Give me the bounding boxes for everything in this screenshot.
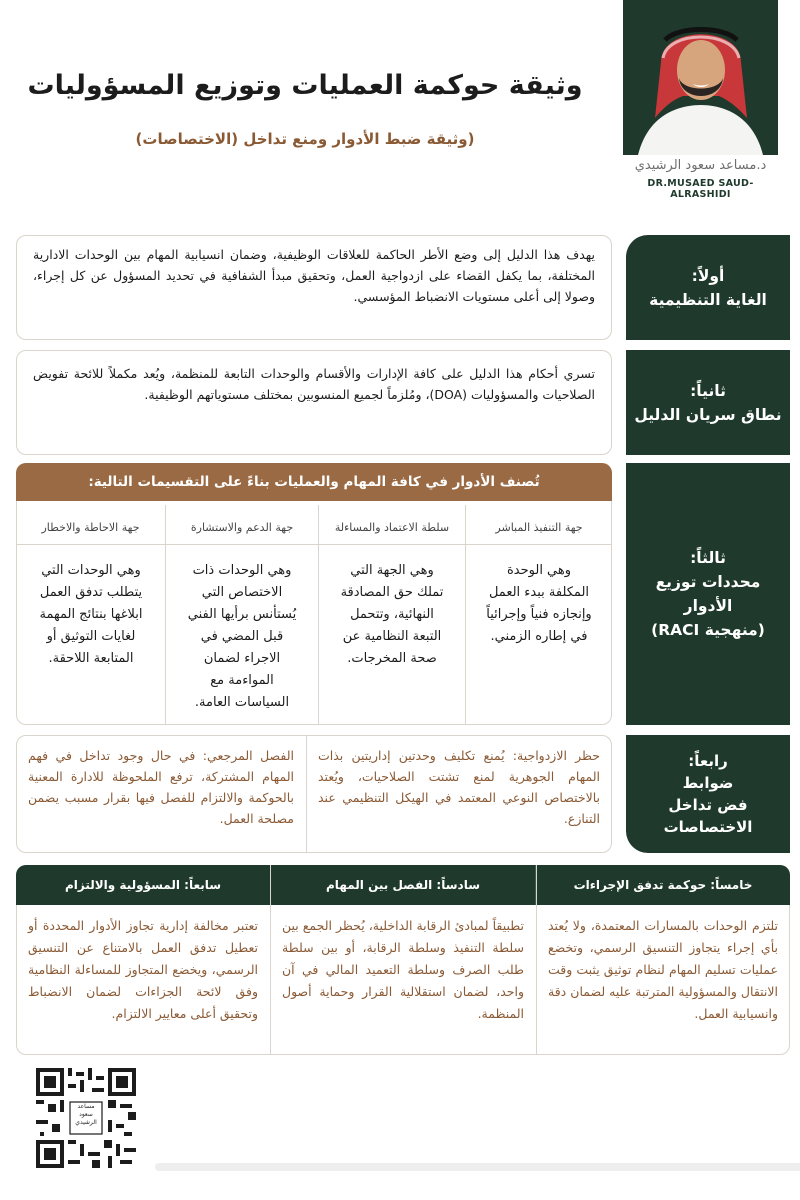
section-scope-title: نطاق سريان الدليل xyxy=(634,405,782,424)
section-purpose-title: الغاية التنظيمية xyxy=(649,290,767,309)
raci-header-accountable: سلطة الاعتماد والمساءلة xyxy=(319,510,465,545)
section-scope-label xyxy=(626,350,790,455)
controls-title-line1: ضوابط xyxy=(682,774,734,792)
author-name-arabic: د.مساعد سعود الرشيدي xyxy=(634,158,767,173)
controls-title-line3: الاختصاصات xyxy=(663,818,753,836)
controls-duplication-text: حظر الازدواجية: يُمنع تكليف وحدتين إداريتين بذات المهام الجوهرية لمنع تشتت الصلاحيات، ويُعتد بالاختصاص النوعي المعتمد في الهيكل التنظيمي عند التنازع. xyxy=(318,748,600,826)
section-purpose-text: يهدف هذا الدليل إلى وضع الأطر الحاكمة للعلاقات الوظيفية، وضمان انسيابية المهام بين الوحدات الادارية المختلفة، بما يكفل القضاء على ازدواجية العمل، وتحقيق مبدأ الشفافية في تحديد المسؤول عن كل إجراء، وصولا إلى أعلى مستويات الانضباط المؤسسي. xyxy=(33,247,595,304)
controls-number: رابعاً: xyxy=(688,752,728,770)
controls-label xyxy=(626,735,790,853)
qr-logo-text: مساعد سعود الرشيدي xyxy=(75,1103,97,1126)
raci-intro-band: تُصنف الأدوار في كافة المهام والعمليات بناءً على التقسيمات التالية: xyxy=(16,463,612,501)
raci-title-line2: الأدوار xyxy=(683,597,733,615)
author-portrait-icon xyxy=(623,0,778,155)
section-scope-box xyxy=(16,350,612,455)
raci-label xyxy=(626,463,790,725)
section-purpose-number: أولاً: xyxy=(691,266,725,285)
author-card xyxy=(623,0,778,200)
raci-body-informed: وهي الوحدات التي يتطلب تدفق العمل ابلاغها بنتائج المهمة لغايات التوثيق أو المتابعة اللاحقة. xyxy=(39,563,143,666)
bottom-header-separation: سادساً: الفصل بين المهام xyxy=(270,865,536,905)
bottom-header-flow: خامساً: حوكمة تدفق الإجراءات xyxy=(536,865,790,905)
page-subtitle: (وثيقة ضبط الأدوار ومنع تداخل (الاختصاصات) xyxy=(135,130,475,148)
bottom-body-separation: تطبيقاً لمبادئ الرقابة الداخلية، يُحظر الجمع بين سلطة التنفيذ وسلطة الرقابة، أو بين سلطة طلب الصرف وسلطة التعميد المالي في آن واحد، لضمان استقلالية القرار وحماية أصول المنظمة. xyxy=(282,918,524,1021)
raci-header-consulted: جهة الدعم والاستشارة xyxy=(166,510,318,545)
section-purpose-box xyxy=(16,235,612,340)
raci-number: ثالثاً: xyxy=(690,549,726,567)
raci-body-consulted: وهي الوحدات ذات الاختصاص التي يُستأنس برأيها الفني قبل المضي في الاجراء لضمان المواءمة مع السياسات العامة. xyxy=(187,563,297,710)
section-scope-text: تسري أحكام هذا الدليل على كافة الإدارات والأقسام والوحدات التابعة للمنظمة، ويُعد مكملاً للائحة تفويض الصلاحيات والمسؤوليات (DOA)، ومُلزماً لجميع المنسوبين بمختلف مستوياتهم الوظيفية. xyxy=(33,366,595,402)
section-purpose-label xyxy=(626,235,790,340)
raci-header-informed: جهة الاحاطة والاخطار xyxy=(16,510,165,545)
section-scope-number: ثانياً: xyxy=(690,381,726,400)
raci-title-line3: (منهجية RACI) xyxy=(651,621,765,639)
bottom-header-responsibility: سابعاً: المسؤولية والالتزام xyxy=(16,865,270,905)
bottom-body-responsibility: تعتبر مخالفة إدارية تجاوز الأدوار المحددة أو تعطيل تدفق العمل بالامتناع عن التنسيق الرسمي، ويخضع المتجاوز للمساءلة النظامية وفق لائحة الجزاءات لضمان الانضباط وتحقيق أعلى معايير الالتزام. xyxy=(28,918,258,1021)
controls-title-line2: فض تداخل xyxy=(668,796,748,814)
bottom-body-flow: تلتزم الوحدات بالمسارات المعتمدة، ولا يُعتد بأي إجراء يتجاوز التنسيق الرسمي، وتخضع عمليات تسليم المهام لنظام توثيق يثبت وقت الانتقال والمسؤولية المترتبة عليه لضمان دقة وانسيابية العمل. xyxy=(548,918,778,1021)
raci-body-responsible: وهي الوحدة المكلفة ببدء العمل وإنجازه فنياً وإجرائياً في إطاره الزمني. xyxy=(486,563,592,644)
raci-title-line1: محددات توزيع xyxy=(655,573,761,591)
footer-bar xyxy=(155,1163,800,1171)
raci-body-accountable: وهي الجهة التي تملك حق المصادقة النهائية، وتتحمل التبعة النظامية عن صحة المخرجات. xyxy=(340,563,444,666)
raci-header-responsible: جهة التنفيذ المباشر xyxy=(466,510,612,545)
author-photo xyxy=(623,0,778,155)
page-title: وثيقة حوكمة العمليات وتوزيع المسؤوليات xyxy=(27,70,583,101)
controls-reference-text: الفصل المرجعي: في حال وجود تداخل في فهم المهام المشتركة، ترفع الملحوظة للادارة المعنية بالحوكمة والالتزام للفصل فيها بقرار مسبب يضمن مصلحة العمل. xyxy=(28,748,294,826)
author-name-english: DR.MUSAED SAUD-ALRASHIDI xyxy=(647,178,754,200)
controls-divider xyxy=(306,735,307,853)
